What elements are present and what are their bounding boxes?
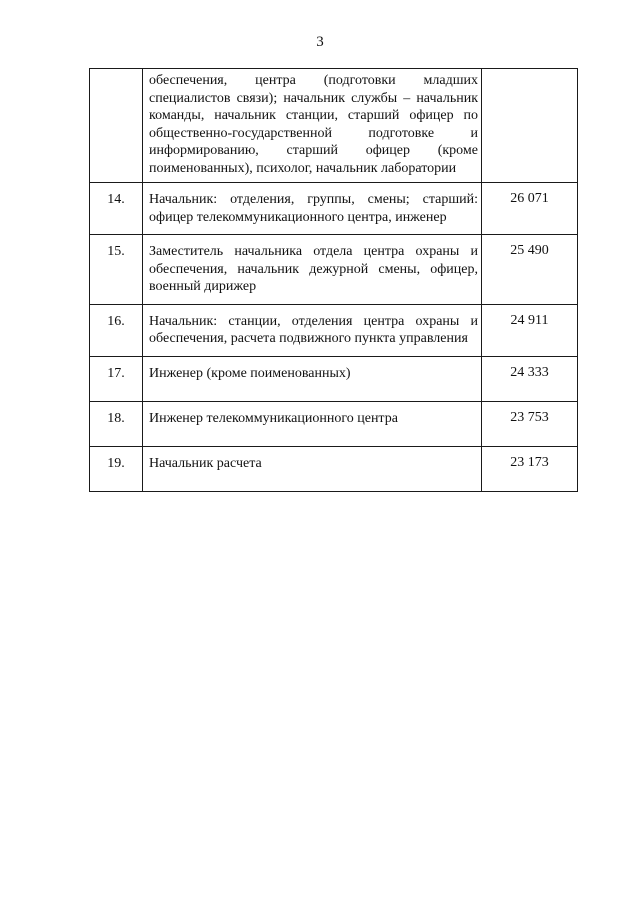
row-number: 19. — [107, 455, 125, 471]
amount-cell — [482, 183, 578, 235]
amount-cell — [482, 446, 578, 491]
row-number-cell — [90, 183, 143, 235]
row-number: 15. — [107, 244, 125, 259]
table-row — [90, 304, 578, 356]
position-text: Начальник: отделения, группы, смены; старший: офицер телекоммуникационного центра, инженер — [149, 192, 478, 225]
row-number-cell — [90, 401, 143, 446]
amount-value: 23 173 — [510, 454, 549, 470]
row-number-cell — [90, 446, 143, 491]
position-cell — [143, 183, 482, 235]
amount-value: 24 333 — [510, 364, 549, 380]
table-row — [90, 401, 578, 446]
row-number: 18. — [107, 410, 125, 426]
page-number: 3 — [316, 34, 324, 50]
amount-value: 26 071 — [510, 191, 549, 206]
table-row — [90, 446, 578, 491]
position-cell — [143, 235, 482, 305]
position-text: обеспечения, центра (подготовки младших специалистов связи); начальник службы – начальник команды, начальник станции, старший офицер по общественно-государственной подготовке и информированию, старший офицер (кроме поименованных), психолог, начальник лаборатории — [149, 73, 478, 176]
amount-value — [482, 69, 577, 76]
table-row — [90, 235, 578, 305]
row-number: 14. — [107, 192, 125, 207]
position-text: Инженер телекоммуникационного центра — [149, 410, 398, 426]
row-number-cell — [90, 356, 143, 401]
amount-cell — [482, 235, 578, 305]
position-text: Начальник: станции, отделения центра охраны и обеспечения, расчета подвижного пункта управления — [149, 313, 478, 346]
row-number — [90, 69, 142, 77]
row-number-cell — [90, 235, 143, 305]
amount-value: 25 490 — [510, 243, 549, 258]
position-cell — [143, 446, 482, 491]
row-number-cell — [90, 69, 143, 183]
amount-cell — [482, 304, 578, 356]
amount-cell — [482, 401, 578, 446]
row-number: 17. — [107, 365, 125, 381]
table-row-continuation — [90, 69, 578, 183]
amount-cell — [482, 69, 578, 183]
position-text: Заместитель начальника отдела центра охраны и обеспечения, начальник дежурной смены, офицер, военный дирижер — [149, 244, 478, 294]
table-row — [90, 183, 578, 235]
row-number: 16. — [107, 313, 125, 329]
table-row — [90, 356, 578, 401]
position-cell — [143, 401, 482, 446]
amount-value: 23 753 — [510, 409, 549, 425]
position-text: Инженер (кроме поименованных) — [149, 365, 351, 381]
amount-cell — [482, 356, 578, 401]
position-text: Начальник расчета — [149, 455, 262, 471]
position-cell — [143, 304, 482, 356]
amount-value: 24 911 — [510, 312, 549, 328]
salary-table — [89, 68, 578, 492]
position-cell — [143, 356, 482, 401]
row-number-cell — [90, 304, 143, 356]
position-cell — [143, 69, 482, 183]
